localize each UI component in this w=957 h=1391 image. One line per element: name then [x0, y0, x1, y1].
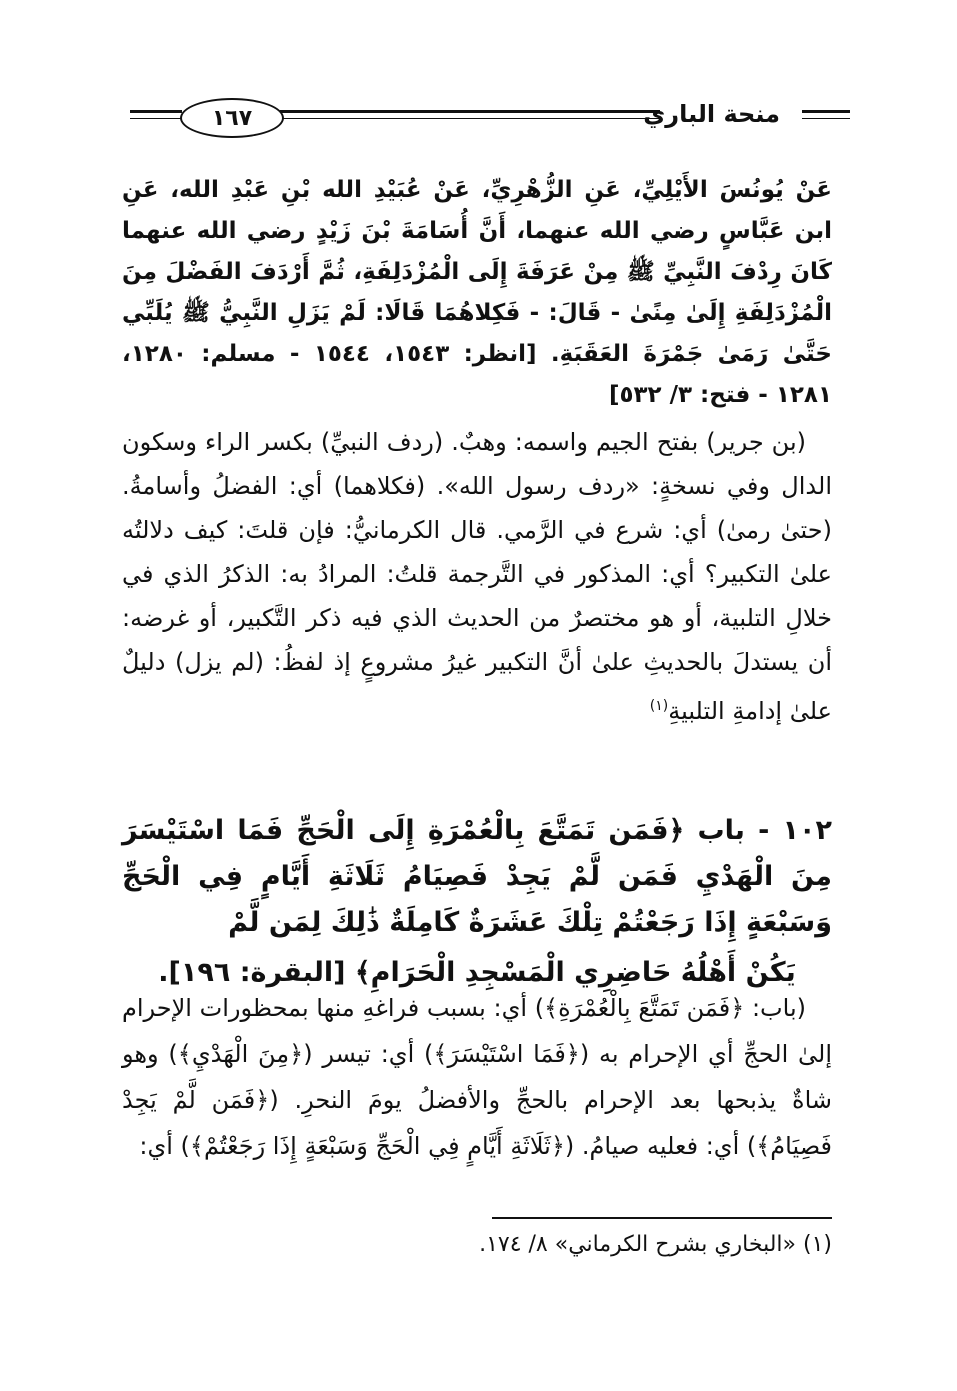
commentary-section-2: [122, 985, 832, 1169]
commentary-paragraph-1: [122, 420, 832, 733]
hadith-text: [122, 170, 832, 416]
header-rule-right-top: [802, 110, 850, 113]
commentary-section-1: [122, 420, 832, 733]
header-rule-far-left-bottom: [130, 118, 182, 119]
header-rule-left-bottom: [280, 118, 660, 119]
header-rule-far-left-top: [130, 110, 182, 113]
commentary-paragraph-2: (باب: ﴿فَمَن تَمَتَّعَ بِالْعُمْرَةِ﴾) أي: بسبب فراغهِ منها بمحظورات الإحرام إلىٰ الحجِّ أي الإحرام به (﴿فَمَا اسْتَيْسَرَ﴾) أي: تيسر (﴿مِنَ الْهَدْيِ﴾) وهو شاةٌ يذبحها بعد الإحرام بالحجِّ والأفضلُ يومَ النحرِ. (﴿فَمَن لَّمْ يَجِدْ فَصِيَامُ﴾) أي: فعليه صيامُ. (﴿ثَلَاثَةِ أَيَّامٍ فِي الْحَجِّ وَسَبْعَةٍ إِذَا رَجَعْتُمْ﴾) أي:: [122, 994, 832, 1160]
page-header: [130, 88, 830, 148]
footnote-marker: (١): [649, 698, 669, 714]
header-rule-left-top: [280, 110, 660, 113]
chapter-heading-end: يَكُنْ أَهْلُهُ حَاضِرِي الْمَسْجِدِ الْحَرَامِ﴾ [البقرة: ١٩٦].: [158, 957, 796, 988]
chapter-heading-line: ١٠٢ - باب ﴿فَمَن تَمَتَّعَ بِالْعُمْرَةِ إِلَى الْحَجِّ فَمَا اسْتَيْسَرَ مِنَ الْهَدْيِ فَمَن لَّمْ يَجِدْ فَصِيَامُ ثَلَاثَةِ أَيَّامٍ فِي الْحَجِّ وَسَبْعَةٍ إِذَا رَجَعْتُمْ تِلْكَ عَشَرَةٌ كَامِلَةٌ ذَٰلِكَ لِمَن لَّمْ: [122, 815, 832, 938]
page-number-badge: [180, 98, 284, 138]
book-title: منحة الباري: [643, 100, 780, 128]
header-rule-right-bottom: [802, 118, 850, 119]
footnote: [122, 1228, 832, 1262]
footnote-text: (١) «البخاري بشرح الكرماني» ٨/ ١٧٤.: [479, 1232, 832, 1257]
chapter-heading: [122, 808, 832, 996]
commentary-1-text: (بن جرير) بفتح الجيم واسمه: وهبٌ. (ردف النبيِّ) بكسر الراء وسكون الدال وفي نسخةٍ: «ردف رسول الله». (فكلاهما) أي: الفضلُ وأسامةُ. (حتىٰ رمىٰ) أي: شرع في الرَّمي. قال الكرمانيُّ: فإن قلتَ: كيف دلالتُه علىٰ التكبير؟ أي: المذكور في التَّرجمة قلتُ: المرادُ به: الذكرُ الذي في خلالِ التلبية، أو هو مختصرٌ من الحديث الذي فيه ذكر التَّكبير، أو غرضه: أن يستدلَ بالحديثِ علىٰ أنَّ التكبير غيرُ مشروعٍ إذ لفظُ: (لم يزل) دليلٌ علىٰ إدامةِ التلبيةِ: [122, 428, 832, 725]
footnote-divider: [492, 1217, 832, 1219]
hadith-paragraph: عَنْ يُونُسَ الأَيْلِيِّ، عَنِ الزُّهْرِيِّ، عَنْ عُبَيْدِ الله بْنِ عَبْدِ الله، عَنِ ابن عَبَّاسٍ رضي الله عنهما، أَنَّ أُسَامَةَ بْنَ زَيْدٍ رضي الله عنهما كَانَ رِدْفَ النَّبِيِّ ﷺ مِنْ عَرَفَةَ إِلَى الْمُزْدَلِفَةِ، ثُمَّ أَرْدَفَ الفَضْلَ مِنَ الْمُزْدَلِفَةِ إِلَىٰ مِنًىٰ - قَالَ: - فَكِلاهُمَا قَالَا: لَمْ يَزَلِ النَّبِيُّ ﷺ يُلَبِّي حَتَّىٰ رَمَىٰ جَمْرَةَ العَقَبَةِ. [انظر: ١٥٤٣، ١٥٤٤ - مسلم: ١٢٨٠، ١٢٨١ - فتح: ٣/ ٥٣٢]: [122, 177, 832, 408]
page-number: ١٦٧: [211, 105, 253, 131]
